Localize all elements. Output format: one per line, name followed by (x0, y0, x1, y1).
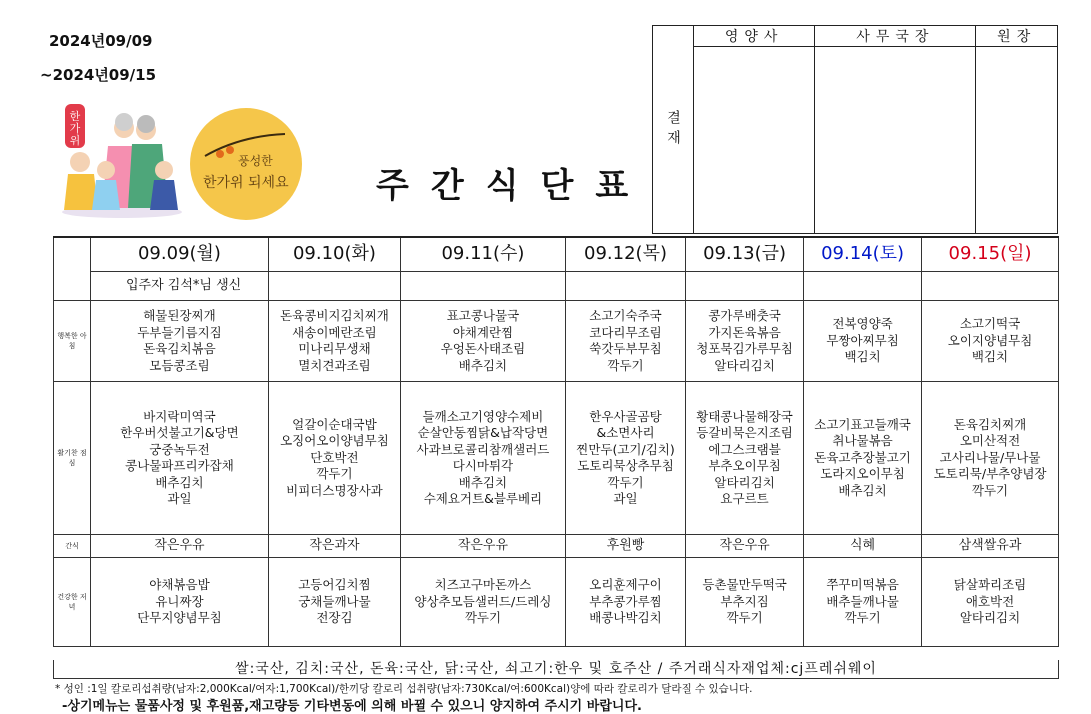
menu-item: 소고기숙주국 (589, 308, 662, 323)
meal-label: 행복한 아침 (54, 301, 91, 382)
menu-cell (804, 535, 922, 558)
menu-item: 깍두기 (316, 466, 353, 482)
menu-item: 작은우유 (719, 537, 770, 553)
menu-item: 멸치견과조림 (298, 357, 371, 373)
meal-label: 건강한 저녁 (54, 558, 91, 647)
meal-label: 활기찬 점심 (54, 382, 91, 535)
approval-col-director: 원장 (976, 26, 1058, 47)
menu-item: 깍두기 (607, 357, 644, 373)
day-header: 09.15(일) (922, 237, 1059, 272)
menu-item: 에그스크램블 (708, 441, 781, 457)
approval-sign-nutritionist[interactable] (694, 47, 815, 234)
menu-item: 단호박전 (310, 449, 359, 465)
menu-item: 우엉돈사태조림 (440, 341, 526, 356)
menu-cell (922, 382, 1059, 535)
menu-item: 작은우유 (154, 537, 205, 553)
menu-item: 한우버섯불고기&당면 (120, 425, 239, 440)
menu-item: 오징어오이양념무침 (280, 433, 389, 449)
menu-item: 부추오이무침 (708, 458, 781, 473)
menu-item: 두부들기름지짐 (137, 324, 222, 340)
approval-col-manager: 사무국장 (815, 26, 976, 47)
menu-item: 알타리김치 (714, 357, 775, 373)
approval-sign-director[interactable] (976, 47, 1058, 234)
menu-cell (922, 535, 1059, 558)
menu-item: 새송이메란조림 (292, 324, 377, 340)
menu-item: 애호박전 (965, 593, 1015, 609)
menu-cell (565, 301, 685, 382)
menu-item: 소고기표고들깨국 (814, 416, 911, 432)
menu-item: 배추김치 (458, 357, 508, 373)
menu-item: 백김치 (971, 349, 1009, 365)
menu-item: 궁중녹두전 (149, 441, 210, 457)
menu-item: 전장김 (316, 610, 353, 626)
menu-item: 배추들깨나물 (826, 593, 899, 609)
menu-item: 고등어김치찜 (298, 577, 371, 593)
day-header: 09.13(금) (686, 237, 804, 272)
menu-cell (268, 382, 400, 535)
menu-item: 단무지양념무침 (137, 610, 222, 626)
menu-item: 요구르트 (720, 491, 769, 506)
menu-item: 전복영양죽 (832, 316, 893, 332)
menu-item: 쭈꾸미떡볶음 (826, 577, 899, 593)
menu-item: 야채볶음밥 (149, 577, 210, 593)
event-cell: 입주자 김석*님 생신 (91, 272, 269, 301)
menu-item: &소면사리 (596, 425, 655, 440)
family-illustration (58, 100, 186, 218)
menu-item: 식혜 (850, 537, 876, 553)
menu-item: 해물된장찌개 (143, 308, 216, 323)
menu-item: 부추지짐 (720, 593, 769, 609)
badge-char-2: 가 (69, 122, 81, 135)
menu-item: 깍두기 (971, 482, 1009, 498)
menu-item: 순살안동찜닭&납작당면 (417, 425, 549, 440)
menu-item: 미나리무생채 (298, 341, 371, 356)
menu-item: 깍두기 (607, 474, 644, 490)
menu-item: 찐만두(고기/김치) (576, 441, 675, 457)
menu-item: 비피더스명장사과 (286, 482, 383, 498)
date-to: ~2024년09/15 (40, 66, 157, 84)
menu-item: 과일 (167, 491, 192, 506)
menu-item: 바지락미역국 (143, 408, 216, 424)
day-header: 09.09(월) (91, 237, 269, 272)
approval-side-label: 결재 (653, 26, 694, 234)
menu-item: 고사리나물/무나물 (939, 449, 1041, 465)
badge-char-1: 한 (69, 110, 81, 123)
menu-item: 야채계란찜 (452, 324, 514, 340)
menu-item: 도토리묵상추무침 (577, 458, 674, 473)
menu-item: 닭살꽈리조림 (953, 577, 1027, 593)
page-title: 주간식단표 (376, 166, 651, 206)
day-header: 09.11(수) (400, 237, 565, 272)
menu-item: 배추김치 (838, 482, 887, 498)
menu-cell (91, 558, 269, 647)
event-cell (686, 272, 804, 301)
menu-item: 깍두기 (464, 610, 502, 626)
menu-item: 부추콩가루찜 (589, 593, 662, 609)
day-header: 09.14(토) (804, 237, 922, 272)
menu-item: 들깨소고기영양수제비 (422, 408, 544, 424)
greeting-logo (190, 108, 302, 220)
menu-item: 양상추모듬샐러드/드레싱 (414, 593, 552, 609)
menu-cell (400, 382, 565, 535)
menu-item: 궁채들깨나물 (298, 593, 371, 609)
meal-label: 간식 (54, 535, 91, 558)
menu-item: 깍두기 (726, 610, 763, 626)
menu-cell (686, 382, 804, 535)
menu-item: 표고콩나물국 (446, 308, 520, 323)
menu-cell (91, 535, 269, 558)
event-cell (922, 272, 1059, 301)
menu-cell (804, 558, 922, 647)
menu-cell (804, 301, 922, 382)
logo-line2: 한가위 되세요 (203, 175, 289, 191)
event-cell (268, 272, 400, 301)
menu-cell (922, 558, 1059, 647)
event-cell (400, 272, 565, 301)
menu-item: 등갈비묵은지조림 (696, 425, 793, 440)
menu-item: 무짱아찌무침 (826, 332, 899, 348)
menu-item: 배콩나박김치 (589, 610, 662, 626)
menu-item: 다시마튀각 (452, 458, 514, 473)
menu-item: 오미산적전 (959, 433, 1021, 449)
menu-item: 코다리무조림 (589, 324, 662, 340)
menu-item: 삼색쌀유과 (958, 537, 1022, 553)
menu-item: 가지돈육볶음 (708, 324, 781, 340)
approval-box (652, 25, 1058, 234)
menu-item: 오이지양념무침 (947, 332, 1033, 348)
menu-cell (565, 535, 685, 558)
menu-item: 오리훈제구이 (589, 577, 662, 593)
menu-item: 도토리묵/부추양념장 (933, 466, 1047, 482)
menu-item: 콩나물파프리카잡채 (125, 458, 234, 473)
badge-char-3: 위 (69, 134, 81, 147)
corner-cell (54, 237, 91, 301)
date-from: 2024년09/09 (49, 32, 153, 50)
day-header: 09.10(화) (268, 237, 400, 272)
menu-cell (268, 301, 400, 382)
approval-col-nutritionist: 영양사 (694, 26, 815, 47)
event-cell (565, 272, 685, 301)
menu-item: 배추김치 (458, 474, 508, 490)
menu-item: 과일 (613, 491, 638, 506)
menu-cell (400, 301, 565, 382)
menu-item: 깍두기 (844, 610, 881, 626)
menu-item: 치즈고구마돈까스 (434, 577, 532, 593)
menu-item: 도라지오이무침 (820, 466, 905, 482)
event-cell (804, 272, 922, 301)
menu-cell (686, 558, 804, 647)
menu-item: 청포묵김가루무침 (696, 341, 793, 356)
menu-item: 작은우유 (457, 537, 509, 553)
menu-cell (922, 301, 1059, 382)
menu-item: 얼갈이순대국밥 (292, 416, 377, 432)
day-header: 09.12(목) (565, 237, 685, 272)
menu-cell (565, 558, 685, 647)
logo-line1: 풍성한 (238, 154, 273, 168)
menu-cell (565, 382, 685, 535)
calorie-note: * 성인 :1일 칼로리섭취량(남자:2,000Kcal/여자:1,700Kcal)/한끼당 칼로리 섭취량(남자:730Kcal/여:600Kcal)양에 따라 칼로리가 달라질 수 있습니다. (55, 683, 753, 695)
menu-item: 돈육김치찌개 (953, 416, 1027, 432)
change-notice: -상기메뉴는 물품사정 및 후원품,재고량등 기타변동에 의해 바뀔 수 있으니 양지하여 주시기 바랍니다. (62, 699, 642, 714)
menu-item: 소고기떡국 (959, 316, 1021, 332)
menu-item: 작은과자 (309, 537, 360, 553)
menu-item: 취나물볶음 (832, 433, 893, 449)
menu-item: 등촌물만두떡국 (702, 577, 787, 593)
menu-cell (91, 382, 269, 535)
menu-item: 황태콩나물해장국 (696, 408, 793, 424)
menu-cell (91, 301, 269, 382)
menu-item: 사과브로콜리참깨샐러드 (416, 441, 550, 457)
menu-cell (268, 535, 400, 558)
menu-item: 백김치 (844, 349, 881, 365)
menu-item: 콩가루배춧국 (708, 308, 781, 323)
menu-cell (268, 558, 400, 647)
menu-cell (804, 382, 922, 535)
menu-item: 유니짜장 (155, 593, 204, 609)
menu-item: 배추김치 (155, 474, 204, 490)
menu-item: 수제요거트&블루베리 (423, 491, 543, 506)
menu-item: 돈육고추장불고기 (814, 449, 911, 465)
origin-notice: 쌀:국산, 김치:국산, 돈육:국산, 닭:국산, 쇠고기:한우 및 호주산 / 주거래식자재업체:cj프레쉬웨이 (53, 660, 1059, 679)
menu-item: 돈육김치볶음 (143, 341, 216, 356)
menu-cell (400, 558, 565, 647)
menu-item: 모듬콩조림 (149, 357, 210, 373)
menu-cell (686, 301, 804, 382)
menu-cell (686, 535, 804, 558)
menu-item: 한우사골곰탕 (589, 408, 662, 424)
weekly-menu-table (53, 236, 1059, 647)
menu-cell (400, 535, 565, 558)
menu-item: 알타리김치 (959, 610, 1021, 626)
menu-item: 쑥갓두부무침 (589, 341, 662, 356)
menu-item: 후원빵 (606, 537, 645, 553)
menu-item: 알타리김치 (714, 474, 775, 490)
menu-item: 돈육콩비지김치찌개 (280, 308, 389, 323)
approval-sign-manager[interactable] (815, 47, 976, 234)
